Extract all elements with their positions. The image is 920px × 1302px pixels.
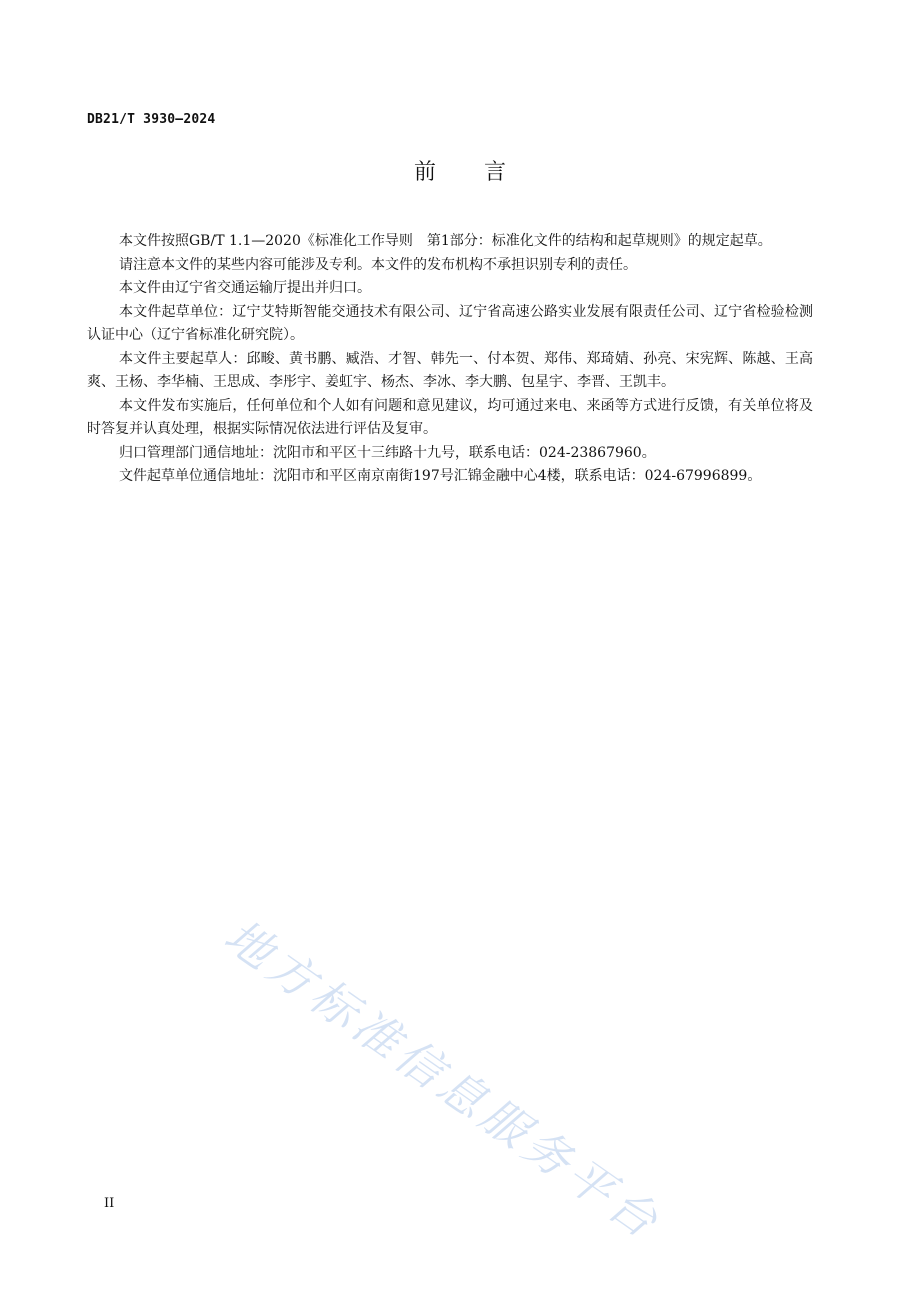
paragraph-management-address: 归口管理部门通信地址：沈阳市和平区十三纬路十九号，联系电话：024-23867960。 xyxy=(119,444,656,461)
paragraph-drafting-rules: 本文件按照GB/T 1.1—2020《标准化工作导则 第1部分：标准化文件的结构和起草规则》的规定起草。 xyxy=(119,233,772,249)
paragraph-drafters: 本文件主要起草人：邱畯、黄书鹏、臧浩、才智、韩先一、付本贺、郑伟、郑琦婧、孙亮、宋宪辉、陈越、王高爽、王杨、李华楠、王思成、李彤宇、姜虹宇、杨杰、李冰、李大鹏、包星宇、李晋、王凯丰。 xyxy=(87,350,813,390)
paragraph-patent-notice: 请注意本文件的某些内容可能涉及专利。本文件的发布机构不承担识别专利的责任。 xyxy=(119,256,637,273)
foreword-body xyxy=(87,230,813,489)
paragraph-feedback: 本文件发布实施后，任何单位和个人如有问题和意见建议，均可通过来电、来函等方式进行反馈，有关单位将及时答复并认真处理，根据实际情况依法进行评估及复审。 xyxy=(87,397,813,437)
paragraph-drafting-units: 本文件起草单位：辽宁艾特斯智能交通技术有限公司、辽宁省高速公路实业发展有限责任公司、辽宁省检验检测认证中心（辽宁省标准化研究院）。 xyxy=(87,303,813,343)
paragraph-drafter-address: 文件起草单位通信地址：沈阳市和平区南京南街197号汇锦金融中心4楼，联系电话：024-67996899。 xyxy=(119,468,762,484)
document-code: DB21/T 3930—2024 xyxy=(87,112,216,127)
watermark: 地方标准信息服务平台 xyxy=(214,908,672,1251)
page-number: II xyxy=(104,1196,115,1211)
section-title: 前言 xyxy=(413,160,554,185)
paragraph-proposer: 本文件由辽宁省交通运输厅提出并归口。 xyxy=(119,280,371,296)
